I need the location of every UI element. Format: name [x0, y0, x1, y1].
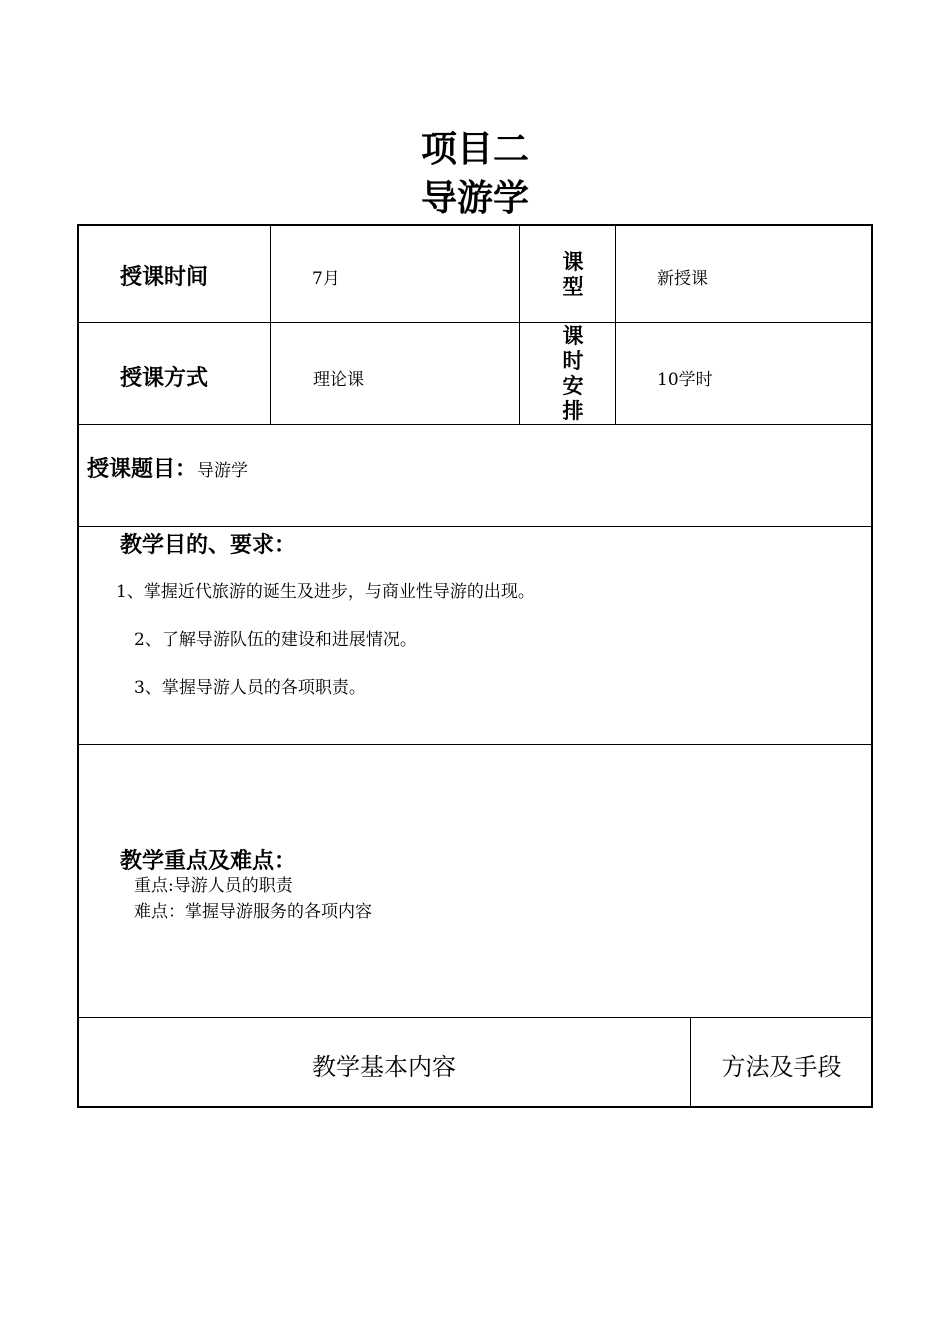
class-hours-label: 课 时 安 排 — [562, 324, 584, 423]
lesson-type-value: 新授课 — [657, 269, 708, 289]
teaching-time-label: 授课时间 — [120, 265, 209, 290]
document-title-line2: 导游学 — [420, 178, 529, 219]
document-title-line1: 项目二 — [420, 129, 529, 170]
column-divider — [270, 225, 271, 424]
row-divider — [78, 744, 872, 745]
methods-column-header: 方法及手段 — [721, 1053, 842, 1081]
row-divider — [78, 1017, 872, 1018]
teaching-method-value: 理论课 — [313, 370, 364, 390]
class-hours-value: 10学时 — [657, 370, 713, 390]
keypoint-item: 难点：掌握导游服务的各项内容 — [134, 902, 372, 922]
topic-value: 导游学 — [197, 461, 249, 481]
objectives-heading: 教学目的、要求： — [120, 533, 297, 558]
row-divider — [78, 322, 872, 323]
objective-item: 1、掌握近代旅游的诞生及进步，与商业性导游的出现。 — [116, 582, 535, 602]
lesson-type-label: 课 型 — [562, 250, 584, 299]
topic-label: 授课题目： — [87, 457, 198, 482]
objective-item: 3、掌握导游人员的各项职责。 — [134, 678, 366, 698]
keypoints-heading: 教学重点及难点： — [120, 849, 297, 874]
column-divider — [519, 225, 520, 424]
teaching-time-value: 7月 — [312, 269, 340, 289]
content-column-header: 教学基本内容 — [312, 1053, 456, 1081]
keypoint-item: 重点:导游人员的职责 — [134, 876, 293, 896]
row-divider — [78, 526, 872, 527]
column-divider — [615, 225, 616, 424]
lesson-plan-table — [77, 224, 873, 1108]
topic-row — [87, 452, 248, 483]
row-divider — [78, 424, 872, 425]
objective-item: 2、了解导游队伍的建设和进展情况。 — [134, 630, 417, 650]
teaching-method-label: 授课方式 — [120, 366, 209, 391]
